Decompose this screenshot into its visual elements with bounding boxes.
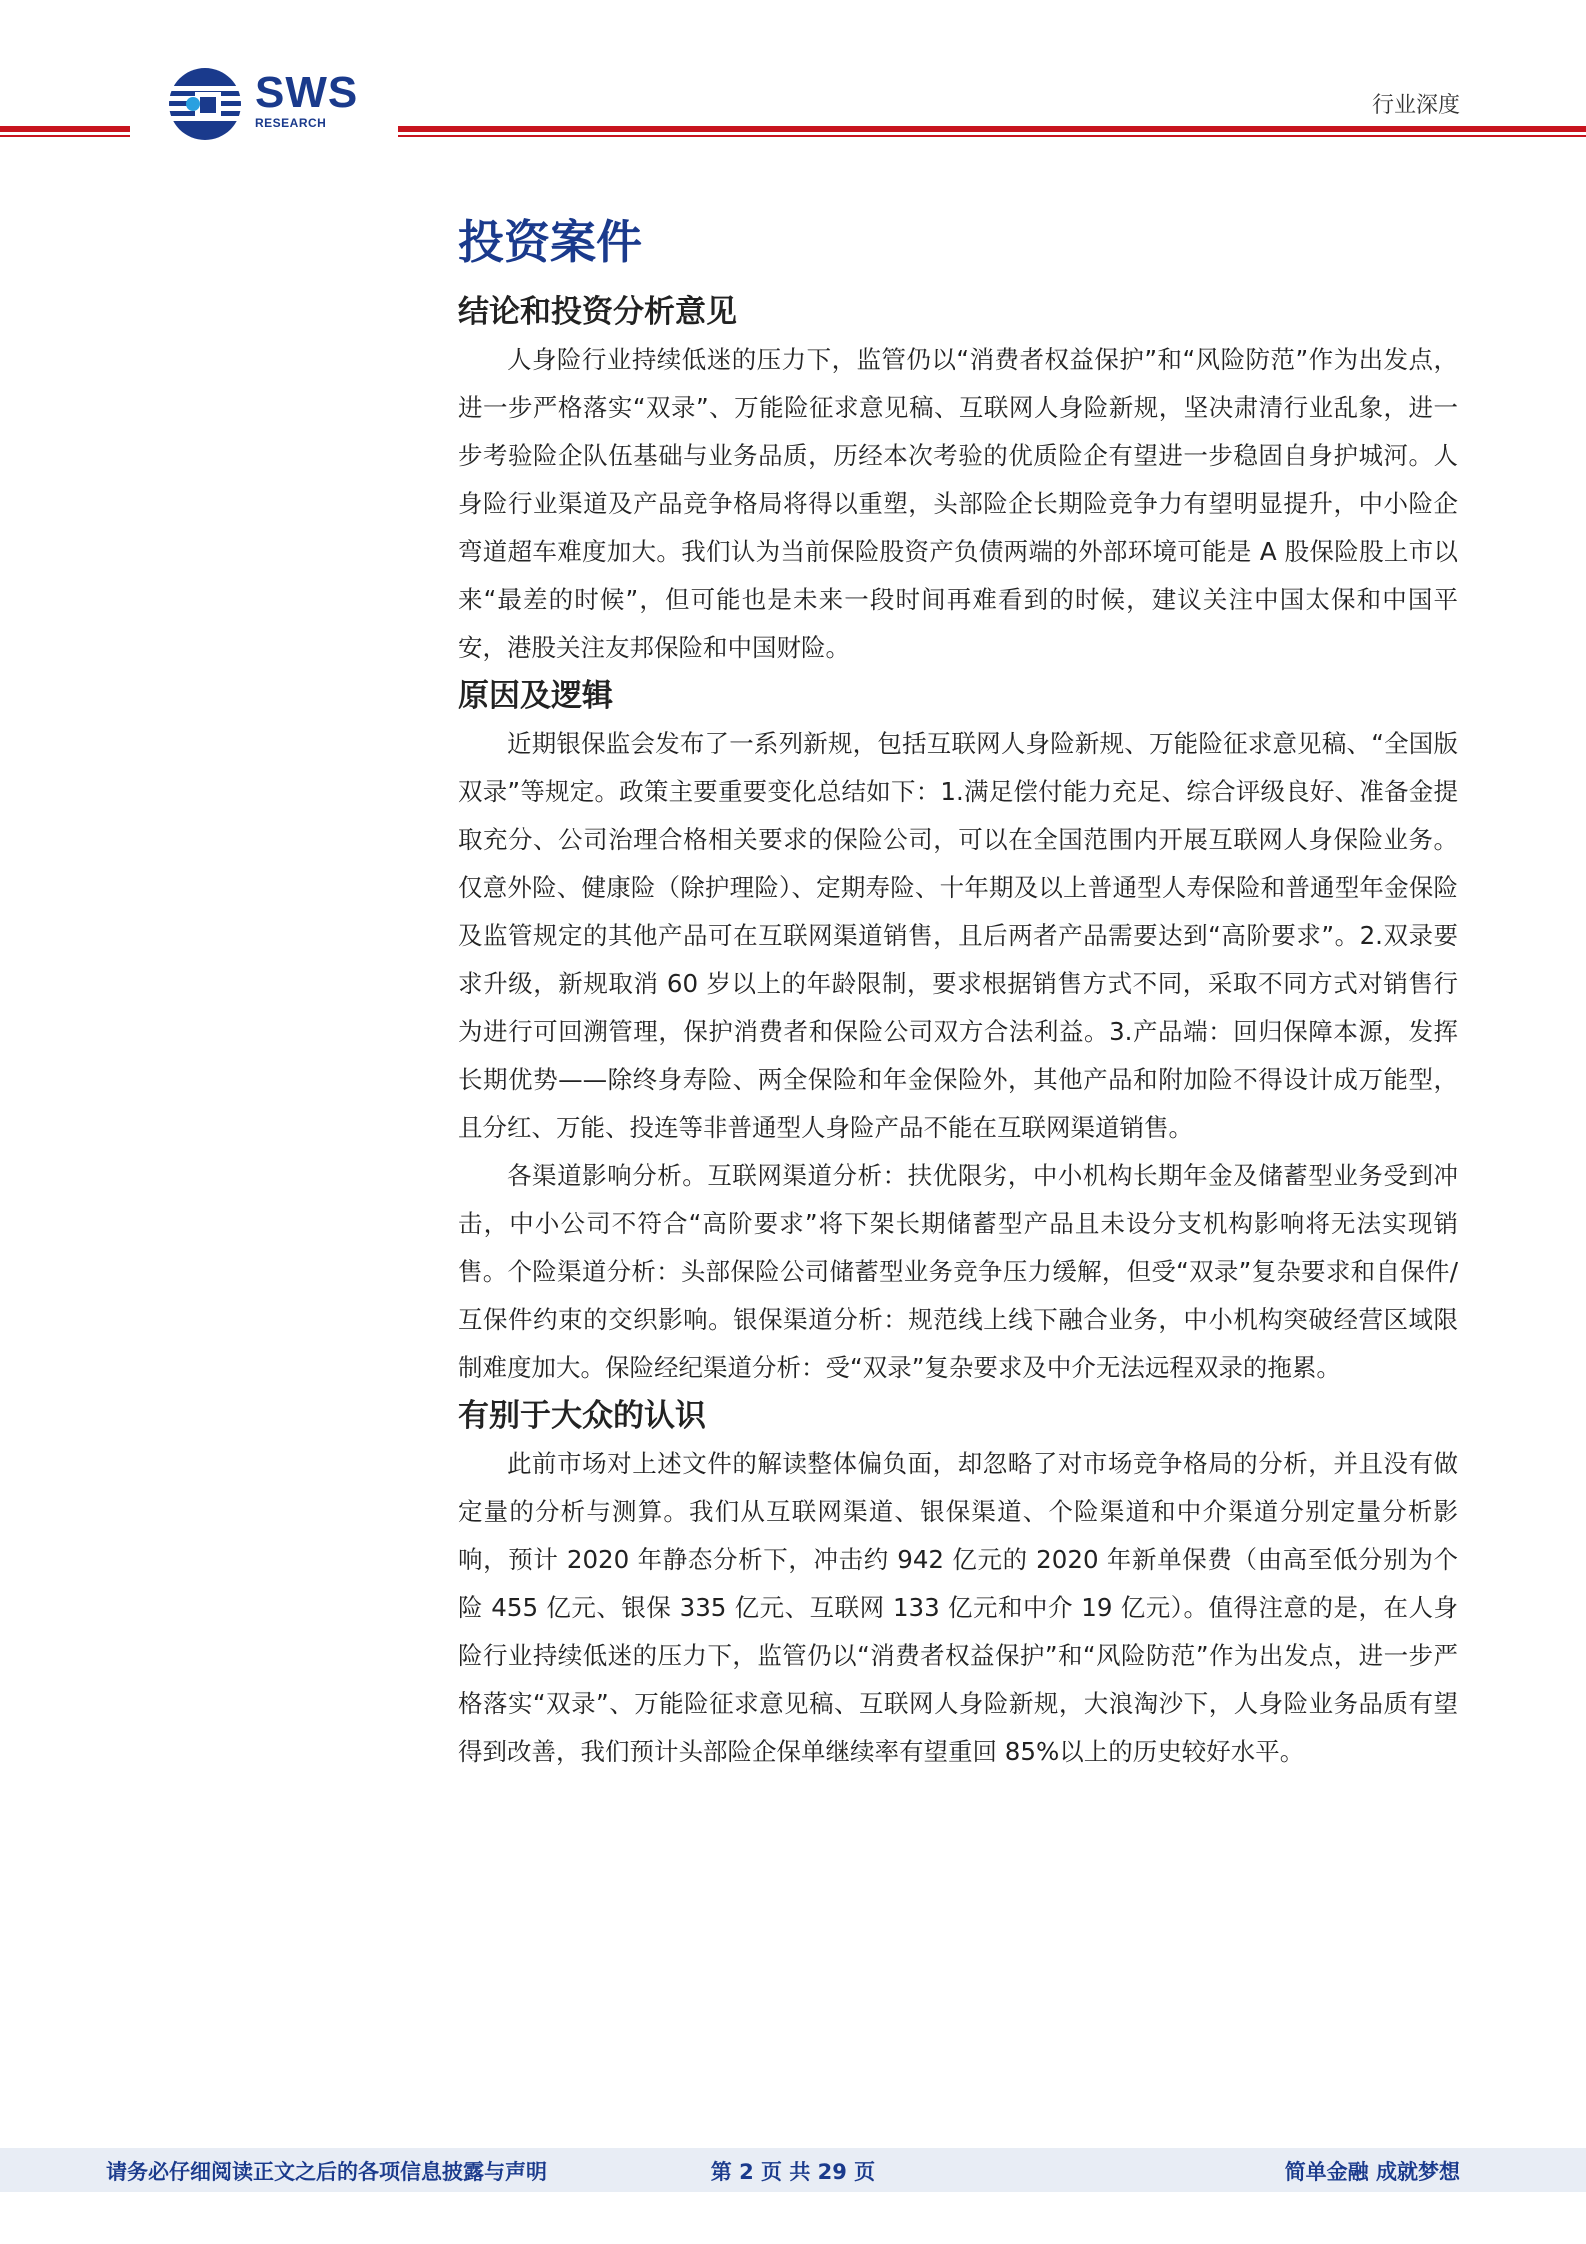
slogan: 简单金融 成就梦想 (1284, 2160, 1460, 2184)
section-heading-reasons: 原因及逻辑 (458, 678, 613, 714)
page-title: 投资案件 (458, 215, 642, 269)
main-content (458, 210, 1458, 1776)
sws-logo (165, 64, 365, 144)
disclaimer-note: 请务必仔细阅读正文之后的各项信息披露与声明 (106, 2160, 547, 2184)
page-header (0, 0, 1586, 160)
page-footer (0, 2148, 1586, 2192)
paragraph-reasons-1: 近期银保监会发布了一系列新规，包括互联网人身险新规、万能险征求意见稿、“全国版双录”等规定。政策主要重要变化总结如下：1.满足偿付能力充足、综合评级良好、准备金提取充分、公司治理合格相关要求的保险公司，可以在全国范围内开展互联网人身保险业务。仅意外险、健康险（除护理险）、定期寿险、十年期及以上普通型人寿保险和普通型年金保险及监管规定的其他产品可在互联网渠道销售，且后两者产品需要达到“高阶要求”。2.双录要求升级，新规取消 60 岁以上的年龄限制，要求根据销售方式不同，采取不同方式对销售行为进行可回溯管理，保护消费者和保险公司双方合法利益。3.产品端：回归保障本源，发挥长期优势——除终身寿险、两全保险和年金保险外，其他产品和附加险不得设计成万能型，且分红、万能、投连等非普通型人身险产品不能在互联网渠道销售。 (458, 729, 1458, 1142)
page-number: 第 2 页 共 29 页 (710, 2160, 876, 2184)
header-rule-right (398, 126, 1586, 132)
report-type-tag: 行业深度 (1371, 93, 1460, 118)
logo-text: SWS (255, 68, 359, 117)
paragraph-reasons-2: 各渠道影响分析。互联网渠道分析：扶优限劣，中小机构长期年金及储蓄型业务受到冲击，中小公司不符合“高阶要求”将下架长期储蓄型产品且未设分支机构影响将无法实现销售。个险渠道分析：头部保险公司储蓄型业务竞争压力缓解，但受“双录”复杂要求和自保件/互保件约束的交织影响。银保渠道分析：规范线上线下融合业务，中小机构突破经营区域限制难度加大。保险经纪渠道分析：受“双录”复杂要求及中介无法远程双录的拖累。 (458, 1161, 1458, 1382)
header-rule-left-thin (0, 135, 130, 137)
logo-subtext: RESEARCH (255, 116, 327, 130)
header-rule-left (0, 126, 130, 132)
section-heading-conclusion: 结论和投资分析意见 (458, 294, 737, 330)
paragraph-conclusion: 人身险行业持续低迷的压力下，监管仍以“消费者权益保护”和“风险防范”作为出发点，进一步严格落实“双录”、万能险征求意见稿、互联网人身险新规，坚决肃清行业乱象，进一步考验险企队伍基础与业务品质，历经本次考验的优质险企有望进一步稳固自身护城河。人身险行业渠道及产品竞争格局将得以重塑，头部险企长期险竞争力有望明显提升，中小险企弯道超车难度加大。我们认为当前保险股资产负债两端的外部环境可能是 A 股保险股上市以来“最差的时候”，但可能也是未来一段时间再难看到的时候，建议关注中国太保和中国平安，港股关注友邦保险和中国财险。 (458, 345, 1458, 662)
section-heading-different-view: 有别于大众的认识 (458, 1398, 706, 1434)
logo-globe-icon (165, 64, 245, 144)
paragraph-different-view: 此前市场对上述文件的解读整体偏负面，却忽略了对市场竞争格局的分析，并且没有做定量的分析与测算。我们从互联网渠道、银保渠道、个险渠道和中介渠道分别定量分析影响，预计 2020 年静态分析下，冲击约 942 亿元的 2020 年新单保费（由高至低分别为个险 455 亿元、银保 335 亿元、互联网 133 亿元和中介 19 亿元）。值得注意的是，在人身险行业持续低迷的压力下，监管仍以“消费者权益保护”和“风险防范”作为出发点，进一步严格落实“双录”、万能险征求意见稿、互联网人身险新规，大浪淘沙下，人身险业务品质有望得到改善，我们预计头部险企保单继续率有望重回 85%以上的历史较好水平。 (458, 1449, 1458, 1766)
header-rule-right-thin (398, 135, 1586, 137)
